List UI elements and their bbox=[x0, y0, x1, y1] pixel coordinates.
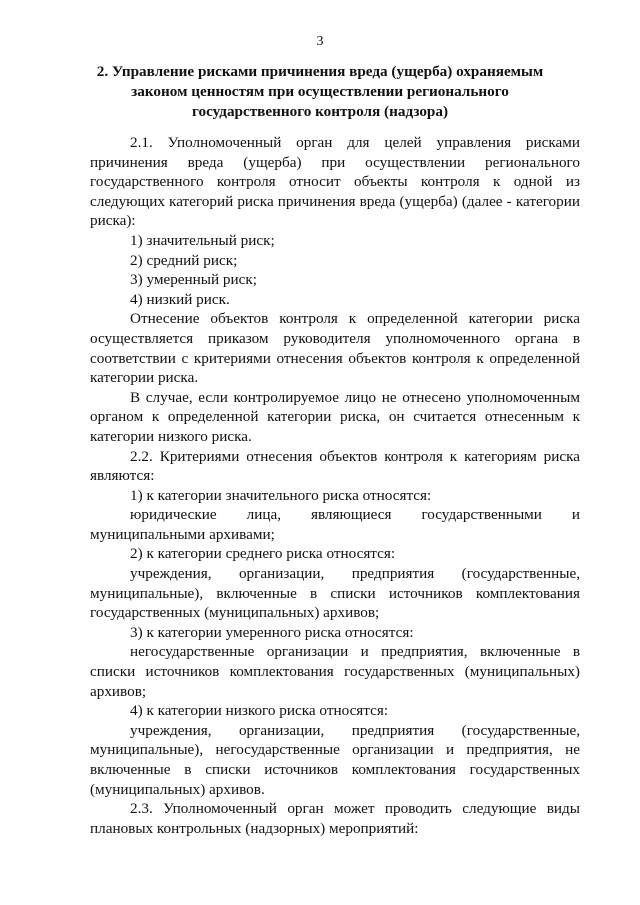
paragraph-assignment: Отнесение объектов контроля к определенной категории риска осуществляется приказом руководителя уполномоченного органа в соответствии с критериями отнесения объектов контроля к определенной категории риска. bbox=[90, 310, 580, 387]
paragraph-default-category: В случае, если контролируемое лицо не отнесено уполномоченным органом к определенной категории риска, он считается отнесенным к категории низкого риска. bbox=[90, 388, 580, 445]
criteria-moderate-text: негосударственные организации и предприятия, включенные в списки источников комплектования государственных (муниципальных) архивов; bbox=[90, 643, 580, 700]
list-item-risk-low: 4) низкий риск. bbox=[130, 290, 230, 308]
list-item-risk-moderate: 3) умеренный риск; bbox=[130, 271, 257, 289]
criteria-moderate-heading: 3) к категории умеренного риска относятся: bbox=[130, 623, 414, 641]
section-heading: 2. Управление рисками причинения вреда (ущерба) охраняемым законом ценностям при осуществлении регионального государственного контроля (надзора) bbox=[96, 63, 544, 120]
paragraph-2-3: 2.3. Уполномоченный орган может проводить следующие виды плановых контрольных (надзорных) мероприятий: bbox=[90, 800, 580, 837]
criteria-significant-heading: 1) к категории значительного риска относятся: bbox=[130, 486, 432, 504]
list-item-risk-significant: 1) значительный риск; bbox=[130, 231, 275, 249]
criteria-medium-heading: 2) к категории среднего риска относятся: bbox=[130, 545, 396, 563]
document-body bbox=[90, 133, 580, 838]
paragraph-2-1: 2.1. Уполномоченный орган для целей управления рисками причинения вреда (ущерба) при осуществлении регионального государственного контроля относит объекты контроля к одной из следующих категорий риска причинения вреда (ущерба) (далее - категории риска): bbox=[90, 134, 580, 230]
list-item-risk-medium: 2) средний риск; bbox=[130, 251, 238, 269]
criteria-significant-text: юридические лица, являющиеся государственными и муниципальными архивами; bbox=[90, 506, 580, 543]
paragraph-2-2: 2.2. Критериями отнесения объектов контроля к категориям риска являются: bbox=[90, 447, 580, 485]
criteria-low-heading: 4) к категории низкого риска относятся: bbox=[130, 702, 389, 720]
criteria-low-text: учреждения, организации, предприятия (государственные, муниципальные), негосударственные организации и предприятия, не включенные в списки источников комплектования государственных (муниципальных) архивов. bbox=[90, 721, 580, 798]
page-number: 3 bbox=[316, 34, 324, 49]
criteria-medium-text: учреждения, организации, предприятия (государственные, муниципальные), включенные в списки источников комплектования государственных (муниципальных) архивов; bbox=[90, 565, 580, 622]
